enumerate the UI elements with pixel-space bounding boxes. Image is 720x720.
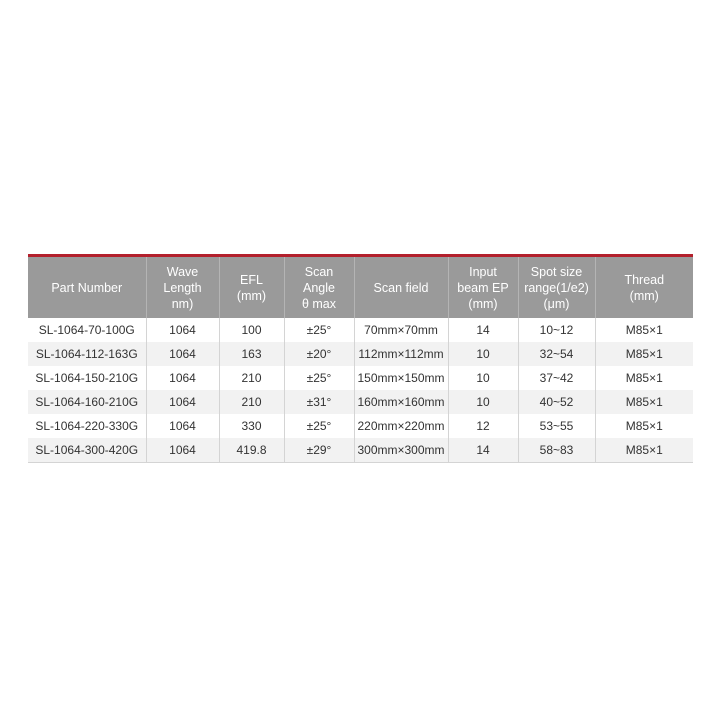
header-spot-size: Spot size range(1/e2) (μm) — [518, 257, 595, 318]
cell-scan-field: 220mm×220mm — [354, 414, 448, 438]
cell-efl: 330 — [219, 414, 284, 438]
cell-scan-angle: ±20° — [284, 342, 354, 366]
cell-scan-angle: ±25° — [284, 414, 354, 438]
cell-input-beam-ep: 10 — [448, 366, 518, 390]
cell-wave-length: 1064 — [146, 318, 219, 342]
spec-table-container — [28, 254, 693, 463]
cell-scan-field: 150mm×150mm — [354, 366, 448, 390]
table-header-row — [28, 257, 693, 318]
spec-table — [28, 257, 693, 463]
cell-scan-angle: ±25° — [284, 318, 354, 342]
cell-thread: M85×1 — [595, 318, 693, 342]
cell-spot-size: 10~12 — [518, 318, 595, 342]
cell-wave-length: 1064 — [146, 390, 219, 414]
cell-scan-field: 112mm×112mm — [354, 342, 448, 366]
cell-spot-size: 53~55 — [518, 414, 595, 438]
cell-scan-field: 300mm×300mm — [354, 438, 448, 463]
cell-part-number: SL-1064-160-210G — [28, 390, 146, 414]
header-wave-length: Wave Length nm) — [146, 257, 219, 318]
header-input-beam-ep: Input beam EP (mm) — [448, 257, 518, 318]
cell-part-number: SL-1064-220-330G — [35, 419, 139, 433]
cell-thread: M85×1 — [595, 342, 693, 366]
header-scan-angle: Scan Angle θ max — [284, 257, 354, 318]
table-row — [28, 390, 693, 414]
cell-part-number: SL-1064-150-210G — [35, 371, 139, 385]
cell-spot-size: 32~54 — [518, 342, 595, 366]
cell-wave-length: 1064 — [146, 342, 219, 366]
cell-efl: 163 — [219, 342, 284, 366]
cell-wave-length: 1064 — [146, 414, 219, 438]
cell-spot-size: 40~52 — [518, 390, 595, 414]
cell-scan-angle: ±31° — [284, 390, 354, 414]
header-part-number: Part Number — [28, 257, 146, 318]
cell-thread: M85×1 — [595, 438, 693, 463]
cell-input-beam-ep: 10 — [448, 342, 518, 366]
cell-thread: M85×1 — [595, 390, 693, 414]
cell-scan-field: 70mm×70mm — [354, 318, 448, 342]
cell-spot-size: 58~83 — [518, 438, 595, 463]
cell-spot-size: 37~42 — [518, 366, 595, 390]
cell-efl: 419.8 — [219, 438, 284, 463]
cell-efl: 210 — [219, 390, 284, 414]
cell-input-beam-ep: 14 — [448, 438, 518, 463]
header-scan-field: Scan field — [354, 257, 448, 318]
cell-input-beam-ep: 14 — [448, 318, 518, 342]
table-row — [28, 438, 693, 463]
cell-scan-field: 160mm×160mm — [354, 390, 448, 414]
cell-input-beam-ep: 10 — [448, 390, 518, 414]
cell-part-number: SL-1064-300-420G — [28, 438, 146, 463]
cell-scan-angle: ±29° — [284, 438, 354, 463]
header-thread: Thread (mm) — [595, 257, 693, 318]
cell-part-number: SL-1064-112-163G — [28, 342, 146, 366]
header-efl: EFL (mm) — [219, 257, 284, 318]
table-row — [28, 342, 693, 366]
table-row — [28, 318, 693, 342]
cell-wave-length: 1064 — [146, 438, 219, 463]
cell-wave-length: 1064 — [146, 366, 219, 390]
cell-thread: M85×1 — [595, 366, 693, 390]
cell-efl: 210 — [219, 366, 284, 390]
cell-efl: 100 — [219, 318, 284, 342]
table-row — [28, 366, 693, 390]
table-row — [28, 414, 693, 438]
cell-scan-angle: ±25° — [284, 366, 354, 390]
cell-part-number: SL-1064-70-100G — [38, 323, 135, 337]
cell-input-beam-ep: 12 — [448, 414, 518, 438]
cell-thread: M85×1 — [595, 414, 693, 438]
